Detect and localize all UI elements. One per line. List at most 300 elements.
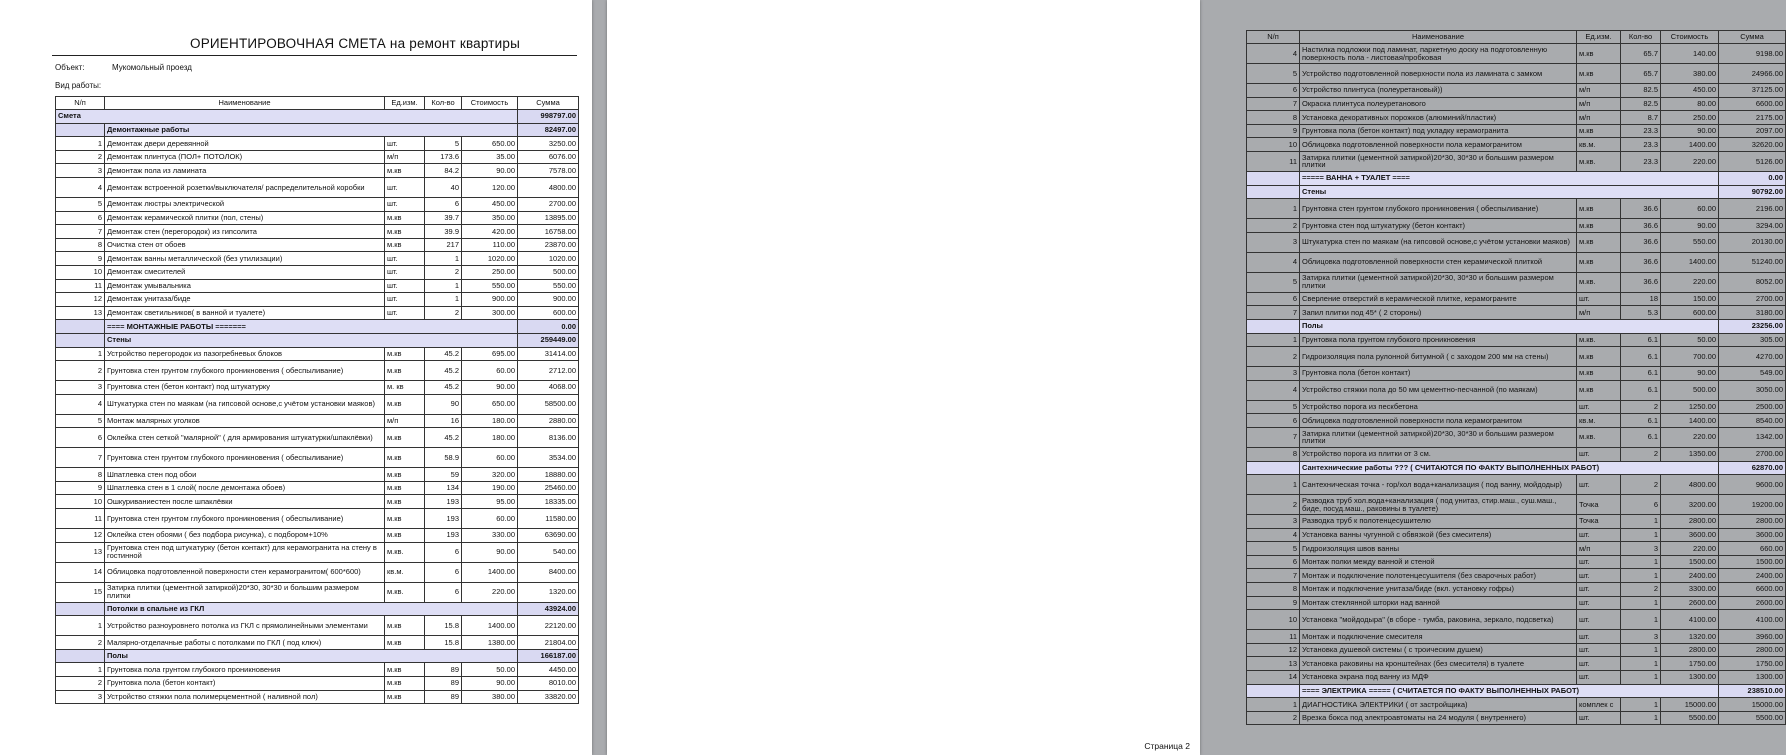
- item-sum: 8136.00: [518, 428, 579, 448]
- item-qty: 15.8: [425, 636, 462, 650]
- row-number: 8: [56, 238, 105, 252]
- item-qty: 2: [1621, 447, 1661, 461]
- item-sum: 11580.00: [518, 509, 579, 529]
- row-number: 12: [1247, 643, 1300, 657]
- item-price: 550.00: [462, 279, 518, 293]
- item-name: Грунтовка стен под штукатурку (бетон контакт) для керамогранита на стену в гостинной: [105, 542, 385, 562]
- item-sum: 549.00: [1719, 367, 1786, 381]
- row-number: 3: [1247, 367, 1300, 381]
- item-sum: 3294.00: [1719, 219, 1786, 233]
- table-row: [1247, 569, 1786, 583]
- row-number: 6: [56, 211, 105, 225]
- item-price: 1500.00: [1661, 555, 1719, 569]
- row-number: 2: [1247, 219, 1300, 233]
- item-price: 1320.00: [1661, 630, 1719, 644]
- item-sum: 16758.00: [518, 225, 579, 239]
- item-sum: 2700.00: [1719, 292, 1786, 306]
- item-name: Демонтаж плинтуса (ПОЛ+ ПОТОЛОК): [105, 150, 385, 164]
- table-row: [56, 265, 579, 279]
- table-row: [56, 137, 579, 151]
- item-name: Устройство стяжки пола до 50 мм цементно-песчанной (по маякам): [1300, 380, 1577, 400]
- row-number: 3: [1247, 515, 1300, 529]
- section-sum: 0.00: [518, 320, 579, 334]
- header-name: Наименование: [1300, 31, 1577, 44]
- table-row: [56, 150, 579, 164]
- item-price: 60.00: [1661, 199, 1719, 219]
- item-qty: 6.1: [1621, 427, 1661, 447]
- item-name: Демонтаж унитаза/биде: [105, 293, 385, 307]
- item-sum: 2880.00: [518, 414, 579, 428]
- row-number: 2: [56, 677, 105, 691]
- section-row: [1247, 461, 1786, 475]
- item-sum: 2800.00: [1719, 515, 1786, 529]
- header-no: N/п: [56, 97, 105, 110]
- item-unit: шт.: [1577, 475, 1621, 495]
- section-indent: [56, 333, 105, 347]
- table-row: [1247, 97, 1786, 111]
- section-sum: 0.00: [1719, 171, 1786, 185]
- item-name: Демонтаж светильников( в ванной и туалете): [105, 306, 385, 320]
- section-indent: [56, 649, 105, 663]
- item-sum: 3534.00: [518, 448, 579, 468]
- table-row: [56, 293, 579, 307]
- item-price: 1400.00: [1661, 138, 1719, 152]
- item-unit: м.кв.: [385, 542, 425, 562]
- item-name: Грунтовка стен под штукатурку (бетон контакт): [1300, 219, 1577, 233]
- item-name: Грунтовка стен грунтом глубокого проникновения ( обеспыливание): [1300, 199, 1577, 219]
- item-qty: 15.8: [425, 616, 462, 636]
- table-row: [1247, 542, 1786, 556]
- section-title: Стены: [105, 333, 518, 347]
- item-qty: 217: [425, 238, 462, 252]
- section-sum: 998797.00: [518, 110, 579, 124]
- item-price: 1020.00: [462, 252, 518, 266]
- item-name: Устройство плинтуса (полеуретановый)): [1300, 84, 1577, 98]
- section-row: [56, 333, 579, 347]
- item-unit: кв.м.: [1577, 138, 1621, 152]
- item-qty: 1: [1621, 671, 1661, 685]
- item-price: 180.00: [462, 428, 518, 448]
- row-number: 14: [56, 562, 105, 582]
- item-price: 95.00: [462, 495, 518, 509]
- section-title: ==== ЭЛЕКТРИКА ===== ( СЧИТАЕТСЯ ПО ФАКТУ ВЫПОЛНЕННЫХ РАБОТ): [1300, 684, 1719, 698]
- row-number: 4: [1247, 528, 1300, 542]
- item-unit: м.кв: [385, 394, 425, 414]
- section-indent: [1247, 319, 1300, 333]
- work-type-label: Вид работы:: [55, 81, 102, 90]
- item-sum: 660.00: [1719, 542, 1786, 556]
- row-number: 12: [56, 529, 105, 543]
- item-name: Разводка труб хол.вода+канализация ( под унитаз, стир.маш., суш.маш., биде, посуд.маш., раковины в туалете): [1300, 495, 1577, 515]
- item-sum: 31414.00: [518, 347, 579, 361]
- item-name: Грунтовка пола (бетон контакт) под укладку керамогранита: [1300, 124, 1577, 138]
- row-number: 14: [1247, 671, 1300, 685]
- item-price: 4800.00: [1661, 475, 1719, 495]
- item-name: Грунтовка пола (бетон контакт): [1300, 367, 1577, 381]
- row-number: 5: [1247, 272, 1300, 292]
- table-row: [56, 562, 579, 582]
- section-row: [1247, 171, 1786, 185]
- item-unit: м/п: [385, 150, 425, 164]
- row-number: 7: [56, 448, 105, 468]
- table-row: [56, 636, 579, 650]
- item-unit: кв.м.: [1577, 414, 1621, 428]
- item-name: Разводка труб к полотенцесушителю: [1300, 515, 1577, 529]
- section-sum: 166187.00: [518, 649, 579, 663]
- section-indent: [1247, 171, 1300, 185]
- item-name: Устройство стяжки пола полимерцементной ( наливной пол): [105, 690, 385, 704]
- item-price: 2800.00: [1661, 515, 1719, 529]
- item-qty: 173.6: [425, 150, 462, 164]
- table-row: [1247, 111, 1786, 125]
- item-sum: 6600.00: [1719, 97, 1786, 111]
- item-sum: 7578.00: [518, 164, 579, 178]
- table-row: [1247, 306, 1786, 320]
- item-price: 220.00: [462, 582, 518, 602]
- item-price: 15000.00: [1661, 698, 1719, 712]
- item-unit: шт.: [1577, 596, 1621, 610]
- item-sum: 540.00: [518, 542, 579, 562]
- item-qty: 1: [425, 252, 462, 266]
- item-sum: 4100.00: [1719, 610, 1786, 630]
- item-sum: 32620.00: [1719, 138, 1786, 152]
- item-qty: 45.2: [425, 361, 462, 381]
- item-name: Затирка плитки (цементной затиркой)20*30, 30*30 и большим размером плитки: [1300, 427, 1577, 447]
- table-header-row: [1247, 31, 1786, 44]
- section-sum: 90792.00: [1719, 185, 1786, 199]
- estimate-total-row: [56, 110, 579, 124]
- item-unit: м.кв: [385, 495, 425, 509]
- item-unit: м.кв: [385, 481, 425, 495]
- item-qty: 193: [425, 495, 462, 509]
- item-sum: 550.00: [518, 279, 579, 293]
- section-title: Демонтажные работы: [105, 123, 518, 137]
- item-price: 5500.00: [1661, 711, 1719, 725]
- table-row: [1247, 610, 1786, 630]
- table-row: [56, 690, 579, 704]
- table-row: [56, 306, 579, 320]
- item-name: Устройство подготовленной поверхности пола из ламината с замком: [1300, 64, 1577, 84]
- item-qty: 16: [425, 414, 462, 428]
- section-row: [1247, 185, 1786, 199]
- item-unit: м.кв: [1577, 252, 1621, 272]
- item-price: 500.00: [1661, 380, 1719, 400]
- item-price: 550.00: [1661, 232, 1719, 252]
- item-qty: 39.7: [425, 211, 462, 225]
- item-qty: 1: [425, 293, 462, 307]
- section-sum: 259449.00: [518, 333, 579, 347]
- table-row: [56, 279, 579, 293]
- table-row: [56, 164, 579, 178]
- item-name: Установка раковины на кронштейнах (без смесителя) в туалете: [1300, 657, 1577, 671]
- item-price: 320.00: [462, 468, 518, 482]
- item-sum: 9198.00: [1719, 44, 1786, 64]
- row-number: 8: [1247, 111, 1300, 125]
- item-price: 50.00: [1661, 333, 1719, 347]
- section-title: Полы: [1300, 319, 1719, 333]
- item-sum: 2500.00: [1719, 400, 1786, 414]
- item-price: 1400.00: [462, 562, 518, 582]
- item-name: Сверление отверстий в керамической плитке, керамограните: [1300, 292, 1577, 306]
- item-price: 900.00: [462, 293, 518, 307]
- item-price: 90.00: [462, 542, 518, 562]
- item-name: Оклейка стен сеткой "малярной" ( для армирования штукатурки/шпаклёвки): [105, 428, 385, 448]
- item-qty: 6.1: [1621, 367, 1661, 381]
- item-sum: 51240.00: [1719, 252, 1786, 272]
- header-qty: Кол-во: [1621, 31, 1661, 44]
- item-name: Монтаж и подключение унитаза/биде (вкл. установку гофры): [1300, 583, 1577, 597]
- row-number: 2: [1247, 347, 1300, 367]
- item-qty: 89: [425, 690, 462, 704]
- item-sum: 900.00: [518, 293, 579, 307]
- item-sum: 600.00: [518, 306, 579, 320]
- table-row: [1247, 252, 1786, 272]
- row-number: 1: [1247, 333, 1300, 347]
- item-unit: м.кв: [385, 677, 425, 691]
- item-qty: 59: [425, 468, 462, 482]
- item-name: Устройство разноуровнего потолка из ГКЛ с прямолинейными элементами: [105, 616, 385, 636]
- item-sum: 6076.00: [518, 150, 579, 164]
- row-number: 1: [56, 616, 105, 636]
- item-unit: м.кв: [1577, 232, 1621, 252]
- table-row: [1247, 44, 1786, 64]
- item-unit: м.кв: [385, 428, 425, 448]
- row-number: 3: [56, 381, 105, 395]
- row-number: 6: [1247, 84, 1300, 98]
- item-sum: 8052.00: [1719, 272, 1786, 292]
- section-title: Сантехнические работы ??? ( СЧИТАЮТСЯ ПО ФАКТУ ВЫПОЛНЕННЫХ РАБОТ): [1300, 461, 1719, 475]
- item-unit: м/п: [385, 414, 425, 428]
- row-number: 5: [1247, 400, 1300, 414]
- item-qty: 1: [1621, 698, 1661, 712]
- row-number: 1: [56, 137, 105, 151]
- row-number: 8: [56, 468, 105, 482]
- item-name: Установка ванны чугунной с обвязкой (без смесителя): [1300, 528, 1577, 542]
- item-qty: 58.9: [425, 448, 462, 468]
- item-sum: 25460.00: [518, 481, 579, 495]
- table-row: [56, 347, 579, 361]
- item-unit: м.кв: [1577, 44, 1621, 64]
- header-unit: Ед.изм.: [1577, 31, 1621, 44]
- title-divider: [52, 55, 577, 56]
- table-row: [1247, 272, 1786, 292]
- item-price: 250.00: [1661, 111, 1719, 125]
- item-sum: 3050.00: [1719, 380, 1786, 400]
- section-title: Потолки в спальне из ГКЛ: [105, 602, 518, 616]
- section-indent: [56, 320, 105, 334]
- item-qty: 84.2: [425, 164, 462, 178]
- header-sum: Сумма: [518, 97, 579, 110]
- item-price: 60.00: [462, 448, 518, 468]
- item-unit: шт.: [1577, 610, 1621, 630]
- table-row: [1247, 219, 1786, 233]
- item-qty: 36.6: [1621, 232, 1661, 252]
- item-unit: м.кв: [385, 361, 425, 381]
- item-unit: м.кв: [385, 636, 425, 650]
- section-indent: [1247, 684, 1300, 698]
- row-number: 1: [56, 347, 105, 361]
- table-row: [56, 238, 579, 252]
- row-number: 2: [56, 361, 105, 381]
- item-name: Грунтовка стен грунтом глубокого проникновения ( обеспыливание): [105, 448, 385, 468]
- section-sum: 62870.00: [1719, 461, 1786, 475]
- item-price: 35.00: [462, 150, 518, 164]
- item-price: 90.00: [462, 164, 518, 178]
- item-qty: 45.2: [425, 347, 462, 361]
- table-row: [1247, 583, 1786, 597]
- table-row: [56, 448, 579, 468]
- item-name: Установка декоративных порожков (алюминий/пластик): [1300, 111, 1577, 125]
- row-number: 7: [1247, 569, 1300, 583]
- table-row: [1247, 400, 1786, 414]
- item-sum: 2712.00: [518, 361, 579, 381]
- table-row: [1247, 447, 1786, 461]
- item-name: Грунтовка стен (бетон контакт) под штукатурку: [105, 381, 385, 395]
- item-unit: шт.: [1577, 292, 1621, 306]
- item-qty: 40: [425, 177, 462, 197]
- item-name: Ошкуриваниестен после шпаклёвки: [105, 495, 385, 509]
- item-unit: м.кв: [385, 663, 425, 677]
- table-row: [56, 468, 579, 482]
- row-number: 10: [56, 265, 105, 279]
- row-number: 11: [1247, 151, 1300, 171]
- item-unit: м.кв: [385, 690, 425, 704]
- row-number: 11: [56, 279, 105, 293]
- item-qty: 1: [1621, 528, 1661, 542]
- item-qty: 2: [1621, 583, 1661, 597]
- item-unit: м.кв: [385, 211, 425, 225]
- header-qty: Кол-во: [425, 97, 462, 110]
- item-name: Затирка плитки (цементной затиркой)20*30, 30*30 и большим размером плитки: [105, 582, 385, 602]
- section-title: ===== ВАННА + ТУАЛЕТ ====: [1300, 171, 1719, 185]
- item-sum: 5500.00: [1719, 711, 1786, 725]
- item-sum: 2700.00: [518, 197, 579, 211]
- section-row: [56, 649, 579, 663]
- item-unit: м.кв: [385, 347, 425, 361]
- item-price: 150.00: [1661, 292, 1719, 306]
- item-sum: 2196.00: [1719, 199, 1786, 219]
- item-price: 220.00: [1661, 542, 1719, 556]
- row-number: 4: [56, 177, 105, 197]
- table-row: [1247, 515, 1786, 529]
- item-sum: 22120.00: [518, 616, 579, 636]
- row-number: 9: [56, 481, 105, 495]
- item-name: Монтаж стеклянной шторки над ванной: [1300, 596, 1577, 610]
- item-sum: 305.00: [1719, 333, 1786, 347]
- item-price: 650.00: [462, 394, 518, 414]
- item-unit: м.кв: [1577, 380, 1621, 400]
- item-qty: 2: [1621, 475, 1661, 495]
- row-number: 8: [1247, 447, 1300, 461]
- table-header-row: [56, 97, 579, 110]
- item-unit: м/п: [1577, 306, 1621, 320]
- item-name: Демонтаж смесителей: [105, 265, 385, 279]
- item-unit: шт.: [1577, 528, 1621, 542]
- row-number: 10: [1247, 138, 1300, 152]
- item-price: 300.00: [462, 306, 518, 320]
- row-number: 13: [56, 542, 105, 562]
- item-sum: 6600.00: [1719, 583, 1786, 597]
- item-price: 4100.00: [1661, 610, 1719, 630]
- item-price: 1400.00: [1661, 252, 1719, 272]
- item-qty: 6: [1621, 495, 1661, 515]
- table-row: [1247, 138, 1786, 152]
- table-row: [56, 481, 579, 495]
- item-name: Очистка стен от обоев: [105, 238, 385, 252]
- item-qty: 6: [425, 582, 462, 602]
- item-unit: шт.: [1577, 583, 1621, 597]
- item-unit: шт.: [385, 177, 425, 197]
- section-title: ==== МОНТАЖНЫЕ РАБОТЫ =======: [105, 320, 518, 334]
- item-unit: м.кв: [385, 616, 425, 636]
- item-name: Грунтовка пола (бетон контакт): [105, 677, 385, 691]
- row-number: 5: [56, 197, 105, 211]
- item-name: Штукатурка стен по маякам (на гипсовой основе,с учётом установки маяков): [105, 394, 385, 414]
- row-number: 4: [1247, 44, 1300, 64]
- item-sum: 8540.00: [1719, 414, 1786, 428]
- item-unit: шт.: [1577, 671, 1621, 685]
- item-unit: м.кв: [385, 225, 425, 239]
- page-number: Страница 2: [1144, 741, 1190, 751]
- item-price: 110.00: [462, 238, 518, 252]
- item-price: 220.00: [1661, 151, 1719, 171]
- item-qty: 82.5: [1621, 97, 1661, 111]
- item-price: 1400.00: [1661, 414, 1719, 428]
- item-unit: шт.: [385, 137, 425, 151]
- item-qty: 2: [425, 265, 462, 279]
- section-title: Стены: [1300, 185, 1719, 199]
- row-number: 7: [1247, 97, 1300, 111]
- item-qty: 23.3: [1621, 124, 1661, 138]
- item-qty: 36.6: [1621, 272, 1661, 292]
- item-qty: 1: [1621, 643, 1661, 657]
- section-title: Полы: [105, 649, 518, 663]
- item-unit: м.кв.: [1577, 151, 1621, 171]
- item-qty: 3: [1621, 630, 1661, 644]
- item-unit: м.кв: [385, 468, 425, 482]
- item-price: 140.00: [1661, 44, 1719, 64]
- item-price: 650.00: [462, 137, 518, 151]
- item-unit: м.кв: [1577, 219, 1621, 233]
- table-row: [56, 616, 579, 636]
- item-price: 380.00: [1661, 64, 1719, 84]
- item-qty: 36.6: [1621, 252, 1661, 272]
- item-sum: 21804.00: [518, 636, 579, 650]
- row-number: 1: [1247, 698, 1300, 712]
- item-price: 1400.00: [462, 616, 518, 636]
- item-qty: 2: [1621, 400, 1661, 414]
- table-row: [56, 677, 579, 691]
- item-price: 180.00: [462, 414, 518, 428]
- item-name: Демонтаж пола из ламината: [105, 164, 385, 178]
- item-sum: 18335.00: [518, 495, 579, 509]
- section-row: [1247, 319, 1786, 333]
- item-price: 695.00: [462, 347, 518, 361]
- item-name: Установка экрана под ванну из МДФ: [1300, 671, 1577, 685]
- item-price: 50.00: [462, 663, 518, 677]
- item-name: Штукатурка стен по маякам (на гипсовой основе,с учётом установки маяков): [1300, 232, 1577, 252]
- item-qty: 193: [425, 529, 462, 543]
- item-price: 80.00: [1661, 97, 1719, 111]
- item-unit: шт.: [385, 293, 425, 307]
- item-qty: 6.1: [1621, 347, 1661, 367]
- item-qty: 134: [425, 481, 462, 495]
- item-unit: м.кв: [385, 238, 425, 252]
- item-qty: 6.1: [1621, 414, 1661, 428]
- item-sum: 58500.00: [518, 394, 579, 414]
- section-sum: 238510.00: [1719, 684, 1786, 698]
- item-unit: шт.: [1577, 569, 1621, 583]
